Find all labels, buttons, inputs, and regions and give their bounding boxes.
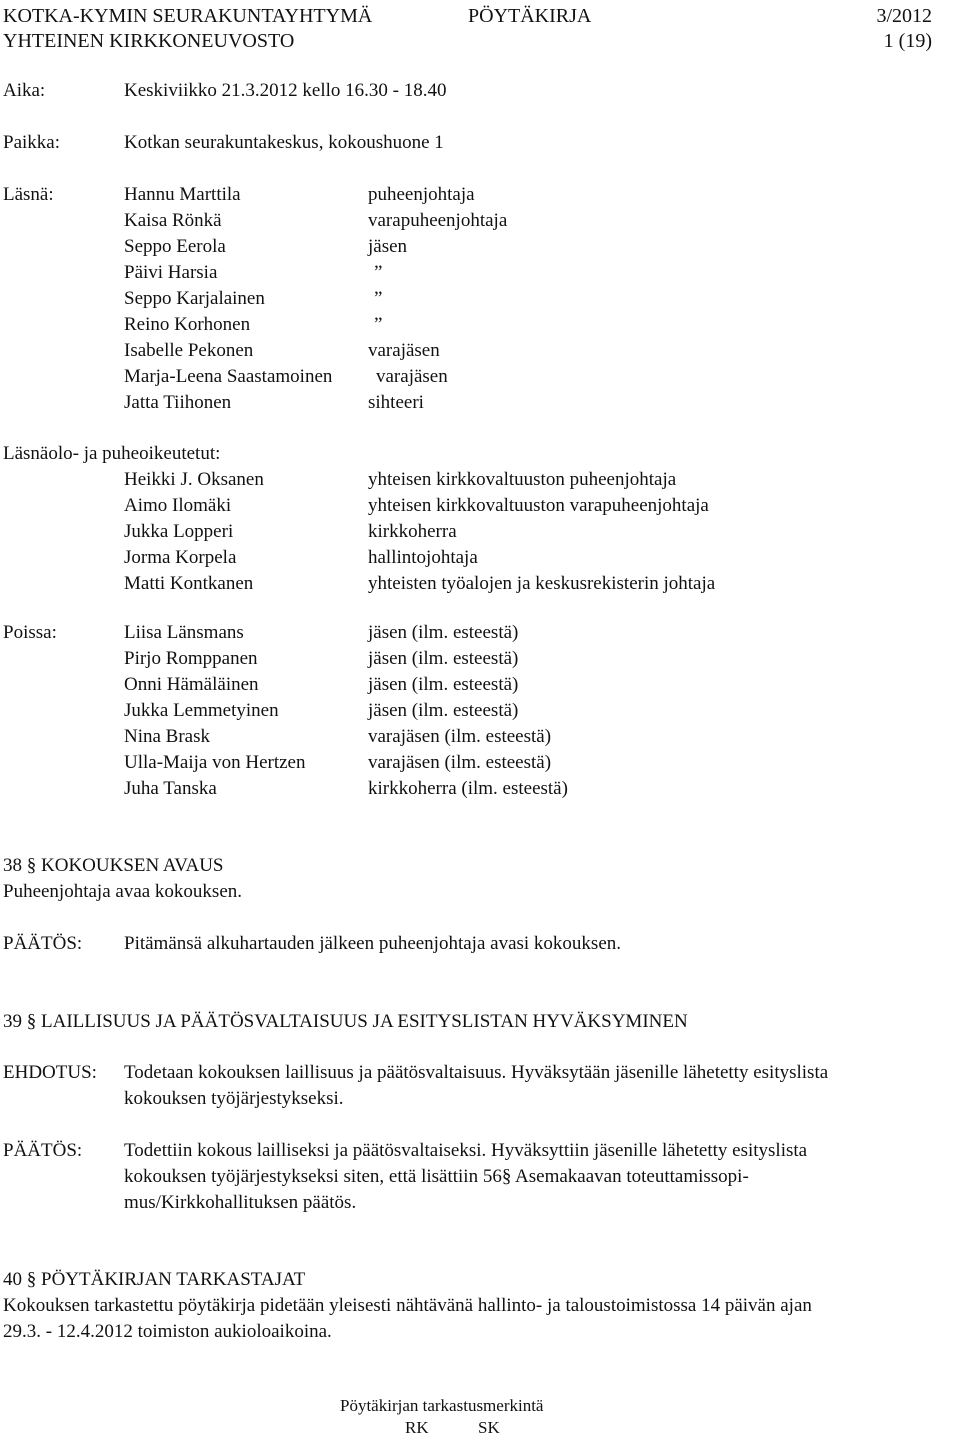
person-name: Reino Korhonen [124,314,251,335]
person-role: ” [374,288,383,309]
section-39-decision-line: mus/Kirkkohallituksen päätös. [124,1192,357,1213]
person-role: yhteisen kirkkovaltuuston puheenjohtaja [368,469,677,490]
person-name: Juha Tanska [124,778,217,799]
person-role: yhteisen kirkkovaltuuston varapuheenjohtaja [368,495,709,516]
person-name: Seppo Karjalainen [124,288,265,309]
footer-initials-1: RK [405,1418,429,1437]
person-name: Ulla-Maija von Hertzen [124,752,306,773]
section-40-line: Kokouksen tarkastettu pöytäkirja pidetään yleisesti nähtävänä hallinto- ja taloustoimistossa 14 päivän ajan [3,1295,812,1316]
section-38-decision-text: Pitämänsä alkuhartauden jälkeen puheenjohtaja avasi kokouksen. [124,933,622,954]
section-39-decision-line: kokouksen työjärjestykseksi siten, että lisättiin 56§ Asemakaavan toteuttamissopi- [124,1166,749,1187]
org-name: KOTKA-KYMIN SEURAKUNTAYHTYMÄ [3,5,373,27]
person-role: jäsen [368,236,408,257]
person-name: Jorma Korpela [124,547,237,568]
person-role: jäsen (ilm. esteestä) [368,674,519,695]
person-role: ” [374,314,383,335]
person-role: varajäsen [376,366,448,387]
section-38-decision-label: PÄÄTÖS: [3,933,83,954]
person-name: Isabelle Pekonen [124,340,254,361]
section-38-title: 38 § KOKOUKSEN AVAUS [3,855,224,876]
person-role: yhteisten työalojen ja keskusrekisterin johtaja [368,573,716,594]
person-name: Heikki J. Oksanen [124,469,264,490]
section-39-proposal-line: Todetaan kokouksen laillisuus ja päätösvaltaisuus. Hyväksytään jäsenille lähetetty esityslista [124,1062,829,1083]
person-name: Pirjo Romppanen [124,648,258,669]
person-name: Seppo Eerola [124,236,226,257]
person-role: varajäsen [368,340,440,361]
absent-label: Poissa: [3,622,57,643]
page-number: 1 (19) [883,30,932,52]
person-name: Päivi Harsia [124,262,218,283]
place-value: Kotkan seurakuntakeskus, kokoushuone 1 [124,132,444,153]
person-name: Nina Brask [124,726,211,747]
person-role: jäsen (ilm. esteestä) [368,700,519,721]
person-name: Jukka Lemmetyinen [124,700,279,721]
person-role: jäsen (ilm. esteestä) [368,622,519,643]
person-name: Marja-Leena Saastamoinen [124,366,333,387]
person-role: varajäsen (ilm. esteestä) [368,726,552,747]
attending-label: Läsnäolo- ja puheoikeutetut: [3,443,221,464]
person-name: Hannu Marttila [124,184,241,205]
person-role: varapuheenjohtaja [368,210,508,231]
section-39-title: 39 § LAILLISUUS JA PÄÄTÖSVALTAISUUS JA ESITYSLISTAN HYVÄKSYMINEN [3,1011,688,1032]
place-label: Paikka: [3,132,60,153]
time-value: Keskiviikko 21.3.2012 kello 16.30 - 18.40 [124,80,447,101]
person-role: jäsen (ilm. esteestä) [368,648,519,669]
person-role: kirkkoherra [368,521,457,542]
footer-check-label: Pöytäkirjan tarkastusmerkintä [340,1396,544,1415]
person-name: Jukka Lopperi [124,521,234,542]
person-name: Matti Kontkanen [124,573,254,594]
section-40-line: 29.3. - 12.4.2012 toimiston aukioloaikoina. [3,1321,332,1342]
doc-number: 3/2012 [876,5,932,27]
section-39-decision-label: PÄÄTÖS: [3,1140,83,1161]
person-role: varajäsen (ilm. esteestä) [368,752,552,773]
person-name: Jatta Tiihonen [124,392,232,413]
person-name: Kaisa Rönkä [124,210,222,231]
section-38-intro: Puheenjohtaja avaa kokouksen. [3,881,243,902]
council-name: YHTEINEN KIRKKONEUVOSTO [3,30,295,52]
person-role: kirkkoherra (ilm. esteestä) [368,778,568,799]
person-role: sihteeri [368,392,424,413]
present-label: Läsnä: [3,184,54,205]
person-role: hallintojohtaja [368,547,478,568]
section-40-title: 40 § PÖYTÄKIRJAN TARKASTAJAT [3,1269,306,1290]
section-39-proposal-line: kokouksen työjärjestykseksi. [124,1088,344,1109]
time-label: Aika: [3,80,46,101]
person-name: Liisa Länsmans [124,622,244,643]
footer-initials-2: SK [478,1418,500,1437]
person-role: ” [374,262,383,283]
person-name: Aimo Ilomäki [124,495,232,516]
section-39-decision-line: Todettiin kokous lailliseksi ja päätösvaltaiseksi. Hyväksyttiin jäsenille lähetetty esityslista [124,1140,808,1161]
doc-type: PÖYTÄKIRJA [468,5,592,27]
section-39-proposal-label: EHDOTUS: [3,1062,97,1083]
person-name: Onni Hämäläinen [124,674,259,695]
person-role: puheenjohtaja [368,184,475,205]
